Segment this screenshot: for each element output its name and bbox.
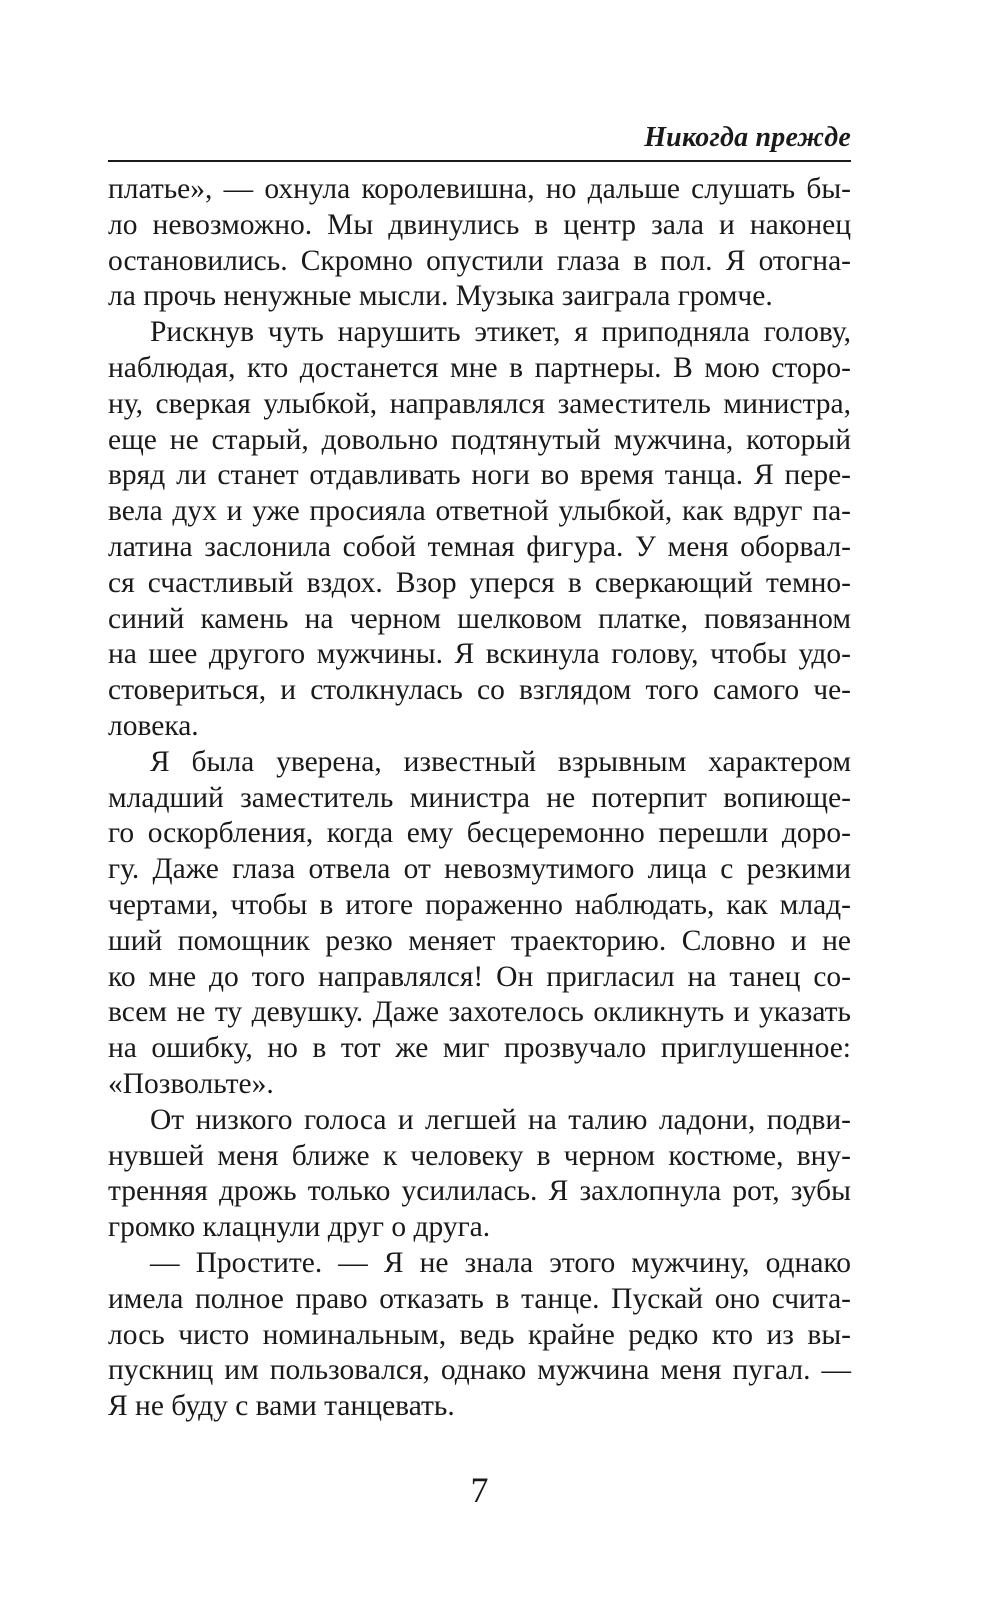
text-line: Я была уверена, известный взрывным характером <box>150 745 851 778</box>
text-line: Рискнув чуть нарушить этикет, я приподняла голову, <box>150 316 851 349</box>
text-line: стовериться, и столкнулась со взглядом того самого че- <box>108 674 851 707</box>
text-line: «Позвольте». <box>108 1067 274 1100</box>
text-line: остановились. Скромно опустили глаза в пол. Я отогна- <box>108 244 851 277</box>
text-line: — Простите. — Я не знала этого мужчину, однако <box>150 1246 851 1279</box>
paragraph-2 <box>108 315 851 745</box>
paragraph-3 <box>108 745 851 1103</box>
text-line: синий камень на черном шелковом платке, повязанном <box>108 602 851 635</box>
text-line: От низкого голоса и легшей на талию ладони, подви- <box>150 1103 851 1136</box>
page-body <box>108 172 851 1425</box>
text-line: ну, сверкая улыбкой, направлялся заместитель министра, <box>108 387 851 420</box>
text-line: на шее другого мужчины. Я вскинула голову, чтобы удо- <box>108 638 851 671</box>
header-rule <box>108 160 851 162</box>
text-line: пускниц им пользовался, однако мужчина меня пугал. — <box>108 1354 851 1387</box>
paragraph-4 <box>108 1103 851 1246</box>
paragraph-5 <box>108 1246 851 1425</box>
text-line: гу. Даже глаза отвела от невозмутимого лица с резкими <box>108 853 851 886</box>
text-line: ловека. <box>108 709 199 742</box>
text-line: младший заместитель министра не потерпит вопиюще- <box>108 781 851 814</box>
text-line: тренняя дрожь только усилилась. Я захлопнула рот, зубы <box>108 1175 851 1208</box>
text-line: имела полное право отказать в танце. Пускай оно счита- <box>108 1282 851 1315</box>
text-line: го оскорбления, когда ему бесцеремонно перешли доро- <box>108 817 851 850</box>
text-line: платье», — охнула королевишна, но дальше слушать бы- <box>108 173 851 205</box>
text-line: еще не старый, довольно подтянутый мужчина, который <box>108 423 851 456</box>
text-line: вряд ли станет отдавливать ноги во время танца. Я пере- <box>108 459 851 492</box>
text-line: чертами, чтобы в итоге пораженно наблюдать, как млад- <box>108 888 851 921</box>
text-line: ла прочь ненужные мысли. Музыка заиграла громче. <box>108 280 773 313</box>
paragraph-1 <box>108 172 851 315</box>
text-line: ся счастливый вздох. Взор уперся в сверкающий темно- <box>108 566 851 599</box>
text-line: громко клацнули друг о друга. <box>108 1211 491 1244</box>
text-line: Я не буду с вами танцевать. <box>108 1390 455 1423</box>
text-line: ший помощник резко меняет траекторию. Словно и не <box>108 924 851 957</box>
text-line: вела дух и уже просияла ответной улыбкой, как вдруг па- <box>108 495 851 528</box>
text-line: наблюдая, кто достанется мне в партнеры. В мою сторо- <box>108 351 851 384</box>
text-line: ло невозможно. Мы двинулись в центр зала и наконец <box>108 208 851 241</box>
text-line: на ошибку, но в тот же миг прозвучало приглушенное: <box>108 1032 851 1065</box>
running-title: Никогда прежде <box>644 122 851 153</box>
text-line: латина заслонила собой темная фигура. У меня оборвал- <box>108 530 851 563</box>
text-line: ко мне до того направлялся! Он пригласил на танец со- <box>108 960 851 993</box>
text-line: всем не ту девушку. Даже захотелось окликнуть и указать <box>108 996 851 1029</box>
page-number: 7 <box>470 1470 489 1510</box>
text-line: лось чисто номинальным, ведь крайне редко кто из вы- <box>108 1318 851 1351</box>
text-line: нувшей меня ближе к человеку в черном костюме, вну- <box>108 1139 851 1172</box>
